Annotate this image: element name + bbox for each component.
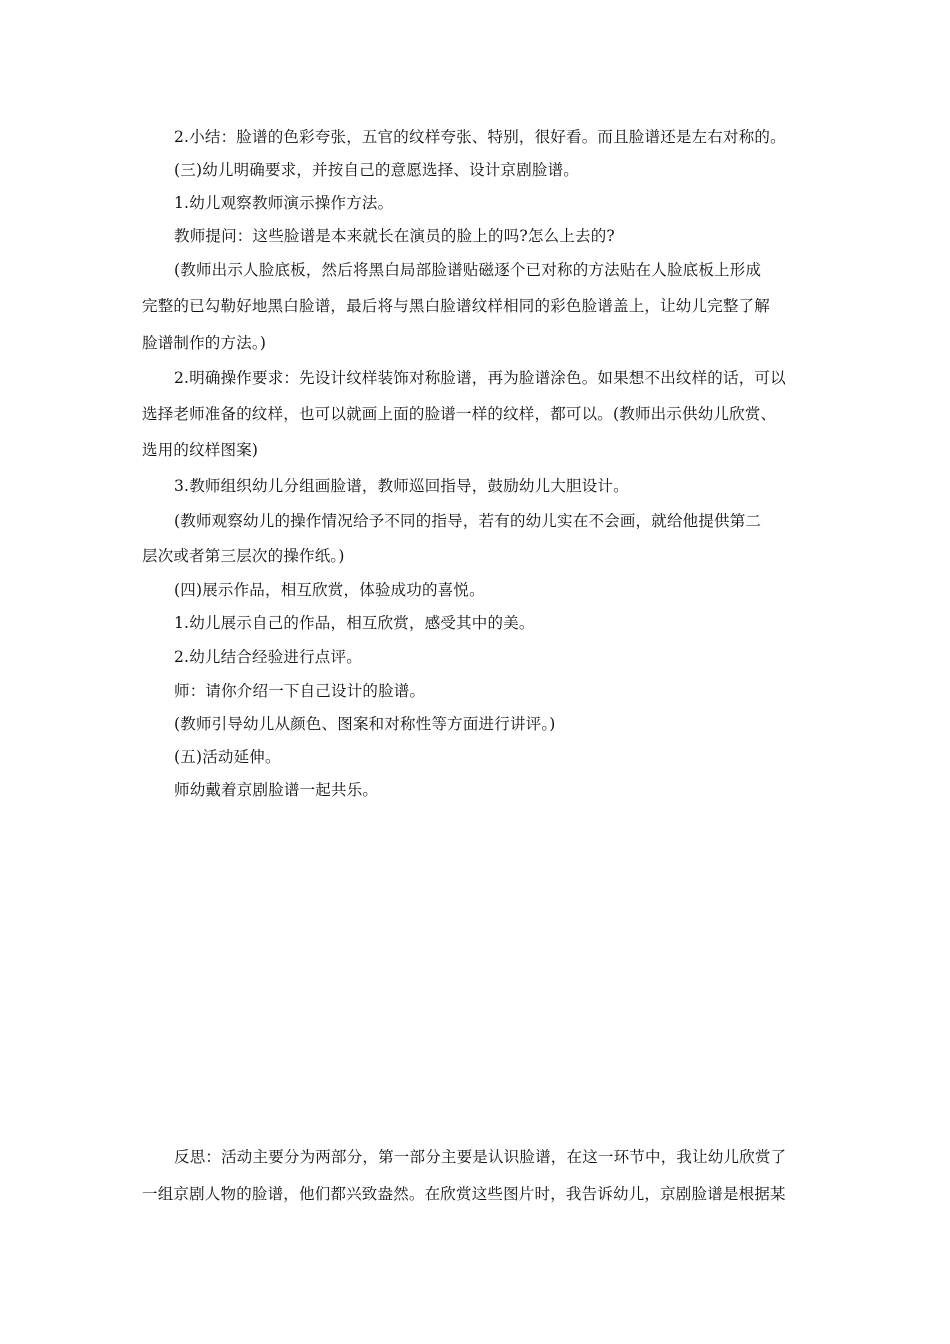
teacher-question-line: 教师提问：这些脸谱是本来就长在演员的脸上的吗?怎么上去的? <box>174 227 615 245</box>
teacher-demo-line-1: (教师出示人脸底板，然后将黑白局部脸谱贴磁逐个已对称的方法贴在人脸底板上形成 <box>174 261 762 279</box>
step-one-line: 1.幼儿观察教师演示操作方法。 <box>174 194 394 212</box>
requirements-line-2: 选择老师准备的纹样，也可以就画上面的脸谱一样的纹样，都可以。(教师出示供幼儿欣赏、 <box>142 405 777 423</box>
teacher-demo-line-2: 完整的已勾勒好地黑白脸谱，最后将与黑白脸谱纹样相同的彩色脸谱盖上，让幼儿完整了解 <box>142 297 771 315</box>
requirements-line-3: 选用的纹样图案) <box>142 441 259 459</box>
reflection-line-1: 反思：活动主要分为两部分，第一部分主要是认识脸谱，在这一环节中，我让幼儿欣赏了 <box>174 1148 787 1166</box>
teacher-demo-line-3: 脸谱制作的方法。) <box>142 334 267 352</box>
section-five-heading: (五)活动延伸。 <box>174 748 281 766</box>
teacher-prompt-line: 师：请你介绍一下自己设计的脸谱。 <box>174 682 426 700</box>
section-four-heading: (四)展示作品，相互欣赏，体验成功的喜悦。 <box>174 581 485 599</box>
requirements-line-1: 2.明确操作要求：先设计纹样装饰对称脸谱，再为脸谱涂色。如果想不出纹样的话，可以 <box>174 369 786 387</box>
guidance-line-2: 层次或者第三层次的操作纸。) <box>142 547 345 565</box>
group-drawing-line: 3.教师组织幼儿分组画脸谱，教师巡回指导，鼓励幼儿大胆设计。 <box>174 477 629 495</box>
guidance-line-1: (教师观察幼儿的操作情况给予不同的指导，若有的幼儿实在不会画，就给他提供第二 <box>174 512 762 530</box>
evaluation-note-line: (教师引导幼儿从颜色、图案和对称性等方面进行讲评。) <box>174 715 556 733</box>
section-three-heading: (三)幼儿明确要求，并按自己的意愿选择、设计京剧脸谱。 <box>174 161 579 179</box>
summary-paragraph: 2.小结：脸谱的色彩夸张，五官的纹样夸张、特别，很好看。而且脸谱还是左右对称的。 <box>174 128 786 146</box>
closing-activity-line: 师幼戴着京剧脸谱一起共乐。 <box>174 781 379 799</box>
reflection-line-2: 一组京剧人物的脸谱，他们都兴致盎然。在欣赏这些图片时，我告诉幼儿，京剧脸谱是根据某 <box>142 1185 786 1203</box>
exhibit-step-line: 1.幼儿展示自己的作品，相互欣赏，感受其中的美。 <box>174 614 535 632</box>
comment-step-line: 2.幼儿结合经验进行点评。 <box>174 648 362 666</box>
